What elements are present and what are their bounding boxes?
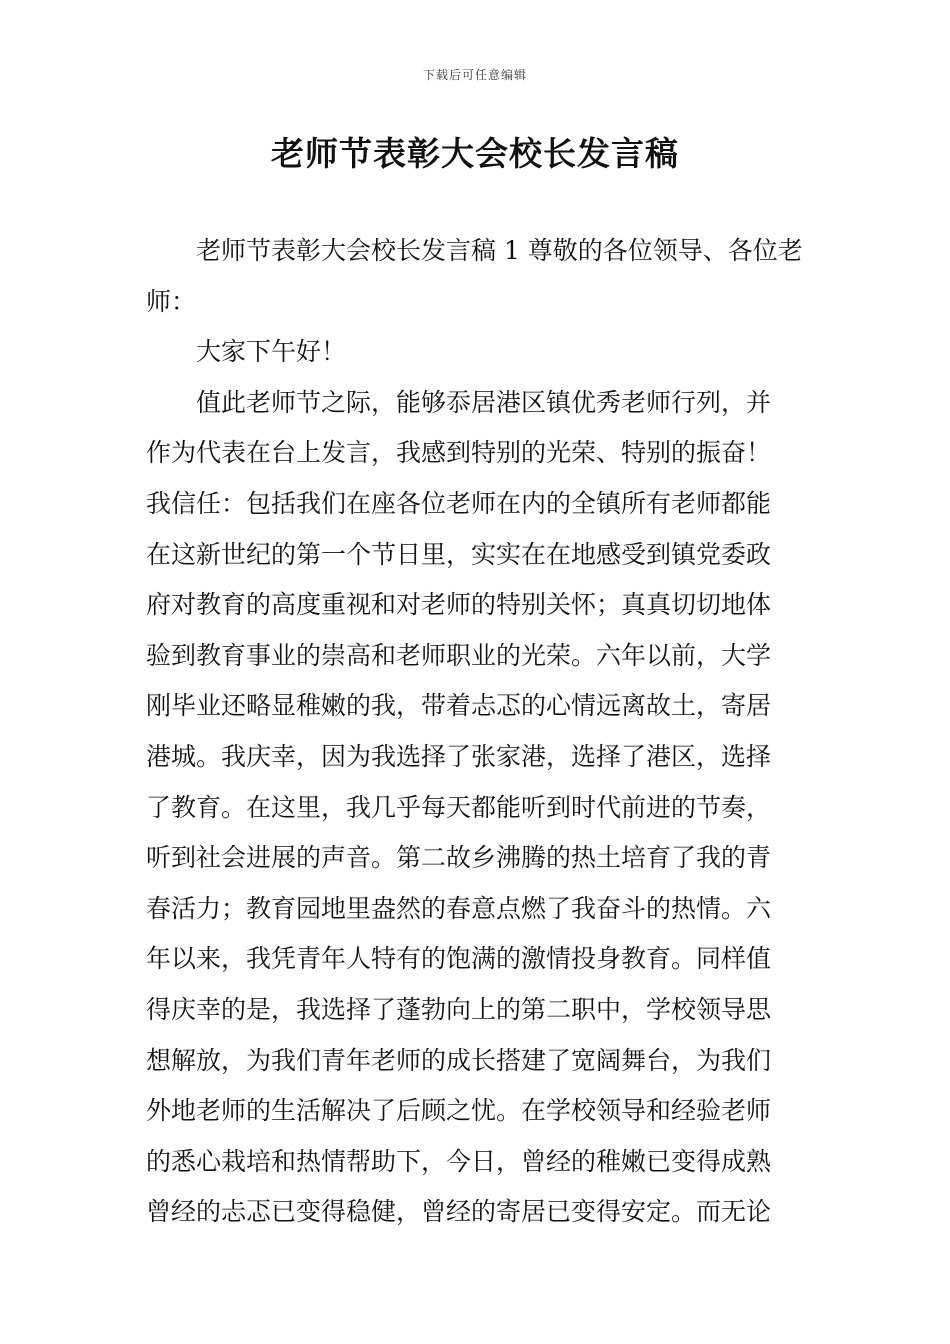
paragraph-line: 的悉心栽培和热情帮助下，今日，曾经的稚嫩已变得成熟 xyxy=(146,1146,772,1176)
paragraph-line: 想解放，为我们青年老师的成长搭建了宽阔舞台，为我们 xyxy=(146,1045,772,1075)
paragraph-line: 在这新世纪的第一个节日里，实实在在地感受到镇党委政 xyxy=(146,539,772,569)
paragraph-line: 曾经的忐忑已变得稳健，曾经的寄居已变得安定。而无论 xyxy=(146,1197,772,1227)
paragraph-line: 我信任：包括我们在座各位老师在内的全镇所有老师都能 xyxy=(146,488,772,518)
paragraph-line: 老师节表彰大会校长发言稿 1 尊敬的各位领导、各位老 xyxy=(196,236,803,265)
paragraph-line: 值此老师节之际，能够忝居港区镇优秀老师行列，并 xyxy=(196,387,772,417)
paragraph-line: 外地老师的生活解决了后顾之忧。在学校领导和经验老师 xyxy=(146,1096,772,1126)
paragraph-line: 作为代表在台上发言，我感到特别的光荣、特别的振奋！ xyxy=(146,438,772,468)
paragraph-line: 师： xyxy=(146,286,197,316)
paragraph-line: 验到教育事业的崇高和老师职业的光荣。六年以前，大学 xyxy=(146,640,772,670)
paragraph-line: 得庆幸的是，我选择了蓬勃向上的第二职中，学校领导思 xyxy=(146,994,772,1024)
paragraph-line: 春活力；教育园地里盎然的春意点燃了我奋斗的热情。六 xyxy=(146,893,772,923)
header-note: 下载后可任意编辑 xyxy=(422,68,527,82)
paragraph-line: 刚毕业还略显稚嫩的我，带着忐忑的心情远离故土，寄居 xyxy=(146,691,772,721)
paragraph-line: 港城。我庆幸，因为我选择了张家港，选择了港区，选择 xyxy=(146,741,772,771)
paragraph-line: 大家下午好！ xyxy=(196,337,347,367)
paragraph-line: 听到社会进展的声音。第二故乡沸腾的热土培育了我的青 xyxy=(146,843,772,873)
paragraph-line: 府对教育的高度重视和对老师的特别关怀；真真切切地体 xyxy=(146,590,772,620)
paragraph-line: 年以来，我凭青年人特有的饱满的激情投身教育。同样值 xyxy=(146,944,772,974)
paragraph-line: 了教育。在这里，我几乎每天都能听到时代前进的节奏， xyxy=(146,792,772,822)
document-title: 老师节表彰大会校长发言稿 xyxy=(271,134,679,173)
document-body xyxy=(146,226,806,1238)
